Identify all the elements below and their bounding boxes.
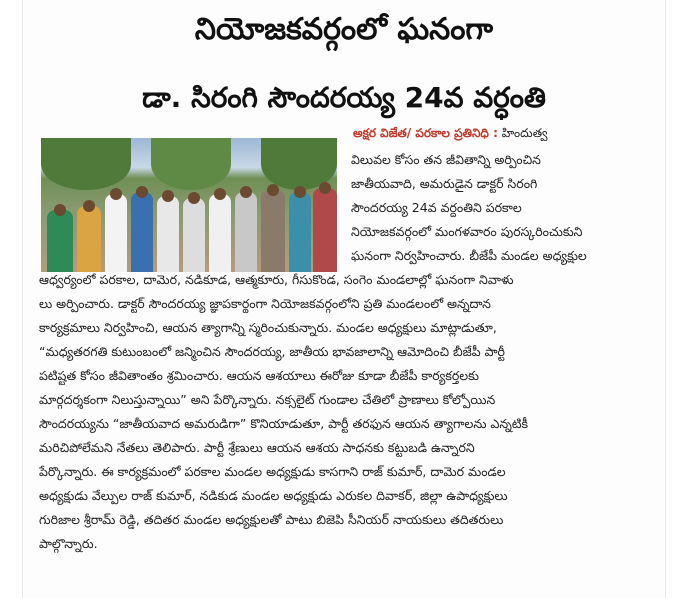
body-line: అధ్యక్షుడు వేల్పుల రాజ్ కుమార్, నడికుడ మండల అధ్యక్షుడు ఎరుకల దివాకర్, జిల్లా ఉపాధ్యక్షులు <box>39 488 508 503</box>
body-line: లు అర్పించారు. డాక్టర్ సౌందరయ్య జ్ఞాపకార్థంగా నియోజకవర్గంలోని ప్రతి మండలంలో అన్నదాన <box>39 296 491 311</box>
body-line: కార్యక్రమాలు నిర్వహించి, ఆయన త్యాగాన్ని స్మరించుకున్నారు. మండల అధ్యక్షులు మాట్లాడుతూ, <box>39 320 497 335</box>
body-line: ఘనంగా నిర్వహించారు. బీజేపీ మండల అధ్యక్షుల <box>351 248 587 263</box>
byline <box>353 124 653 142</box>
body-line: గురిజాల శ్రీరామ్ రెడ్డి, తదితర మండల అధ్యక్షులతో పాటు బిజెపి సీనియర్ నాయకులు తదితరులు <box>39 512 504 527</box>
body-line: మరిచిపోలేమని నేతలు తెలిపారు. పార్టీ శ్రేణులు ఆయన ఆశయ సాధనకు కట్టుబడి ఉన్నారని <box>39 440 475 455</box>
byline-place: హిందుత్వ <box>501 126 548 140</box>
body-line: నియోజకవర్గంలో మంగళవారం పురస్కరించుకుని <box>351 224 583 239</box>
byline-source: అక్షర విజేత/ పరకాల ప్రతినిధి : <box>353 126 498 140</box>
body-line: పటిష్టత కోసం జీవితాంతం శ్రమించారు. ఆయన ఆశయాలు ఈరోజు కూడా బీజేపీ కార్యకర్తలకు <box>39 368 480 383</box>
body-line: జాతీయవాది, అమరుడైన డాక్టర్ సిరంగి <box>351 176 538 191</box>
body-line: పేర్కొన్నారు. ఈ కార్యక్రమంలో పరకాల మండల అధ్యక్షుడు కాసగాని రాజ్ కుమార్, దామెర మండల <box>39 464 506 479</box>
body-line: సౌందరయ్య 24వ వర్ధంతిని పరకాల <box>351 200 522 215</box>
body-line: ఆధ్వర్యంలో పరకాల, దామెర, నడికూడ, ఆత్మకూరు, గీసుకొండ, సంగెం మండలాల్లో ఘనంగా నివాళు <box>39 272 514 287</box>
news-article <box>22 0 666 598</box>
body-line: మార్గదర్శకంగా నిలుస్తున్నాయి” అని పేర్కొన్నారు. నక్సలైట్ గుండాల చేతిలో ప్రాణాలు కోల్పోయిన <box>39 392 496 407</box>
headline-line-2: డా. సిరంగి సౌందరయ్య 24వ వర్ధంతి <box>142 81 546 114</box>
body-line: సౌందరయ్యను “జాతీయవాద అమరుడిగా” కొనియాడుతూ, పార్టీ తరఫున ఆయన త్యాగాలను ఎన్నటికీ <box>39 416 528 431</box>
event-photo <box>41 138 337 272</box>
headline-line-1: నియోజకవర్గంలో ఘనంగా <box>194 12 494 47</box>
body-line: విలువల కోసం తన జీవితాన్ని అర్పించిన <box>351 152 541 167</box>
body-line: పాల్గొన్నారు. <box>39 536 98 551</box>
body-line: “మధ్యతరగతి కుటుంబంలో జన్మించిన సౌందరయ్య, జాతీయ భావజాలాన్ని ఆమోదించి బీజేపీ పార్టీ <box>39 344 505 359</box>
